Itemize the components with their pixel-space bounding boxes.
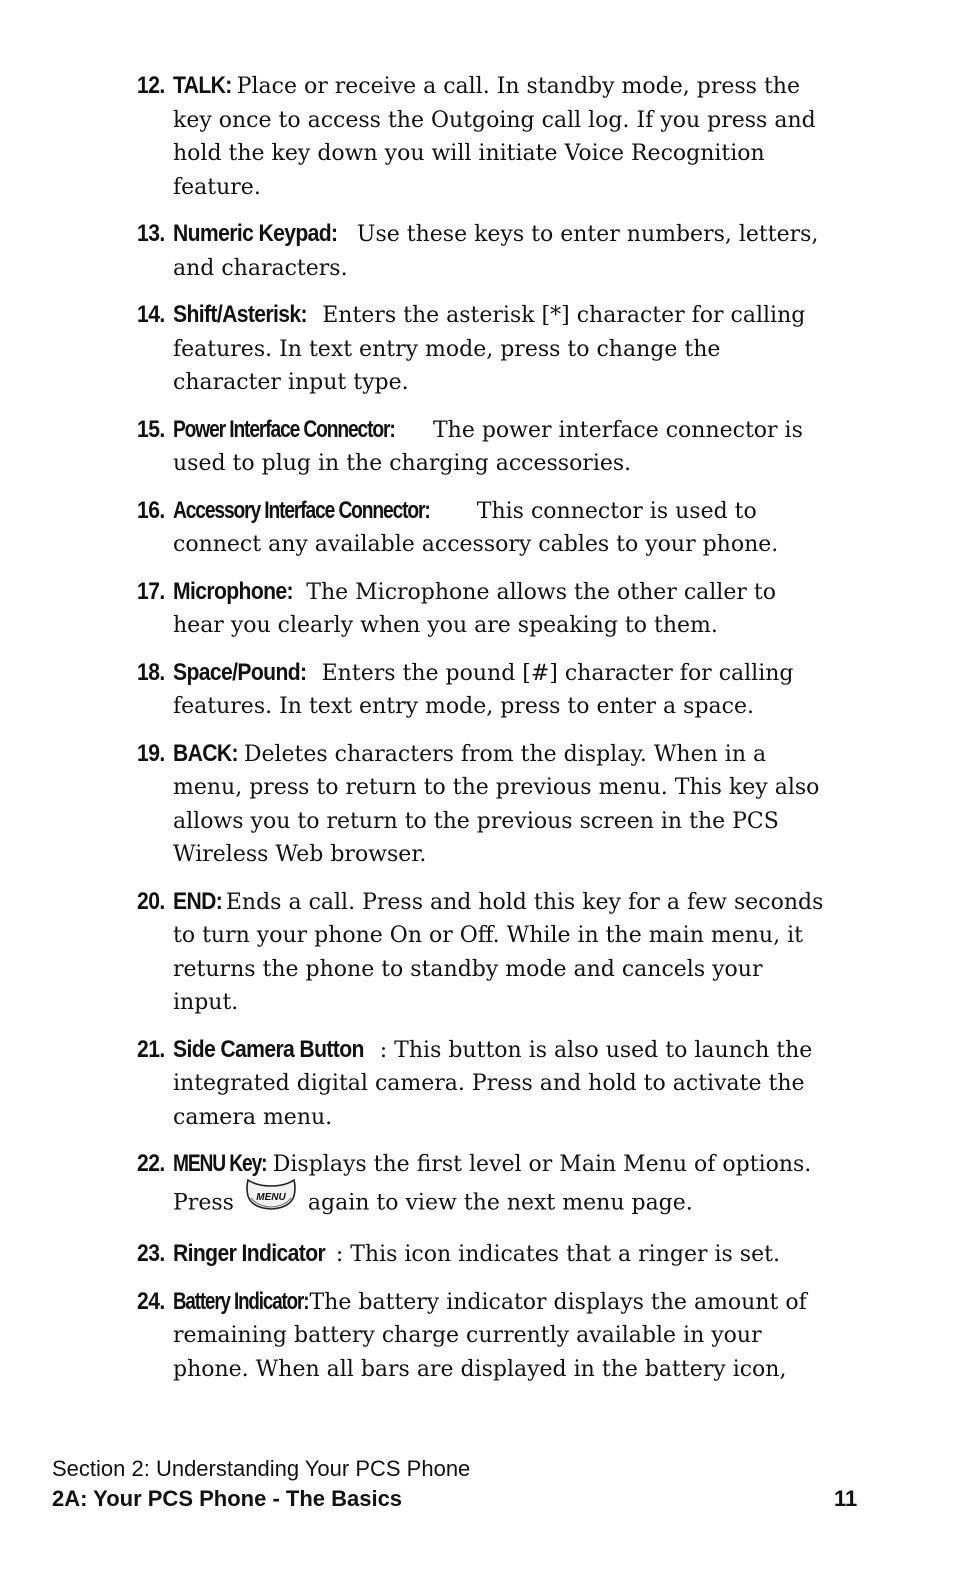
item-body — [173, 298, 827, 400]
item-description: The battery indicator displays the amount of remaining battery charge currently available in your phone. When all bars are displayed in the battery icon, — [173, 1289, 807, 1382]
item-body — [173, 575, 827, 643]
item-term: Power Interface Connector: — [173, 415, 395, 443]
item-body — [173, 885, 827, 1020]
list-item-accessory-connector — [137, 494, 827, 562]
item-list — [137, 69, 827, 1399]
item-term: Microphone: — [173, 577, 293, 605]
item-number: 15. — [137, 415, 165, 443]
item-number: 24. — [137, 1287, 165, 1315]
item-description: Displays the first level or Main Menu of options. Press — [173, 1152, 812, 1215]
item-term: Numeric Keypad: — [173, 220, 338, 247]
list-item-talk — [137, 69, 827, 204]
list-item-menu-key — [137, 1147, 827, 1224]
item-body — [173, 1033, 827, 1135]
item-number: 19. — [137, 739, 165, 767]
list-item-ringer-indicator — [137, 1237, 827, 1272]
item-term: MENU Key: — [173, 1150, 267, 1177]
item-number: 23. — [137, 1240, 165, 1267]
item-description-continued: again to view the next menu page. — [300, 1189, 693, 1215]
item-body — [173, 217, 827, 285]
item-number: 18. — [137, 658, 165, 686]
item-description: Use these keys to enter numbers, letters, and characters. — [173, 222, 819, 281]
item-description: Ends a call. Press and hold this key for a few seconds to turn your phone On or Off. While in the main menu, it returns the phone to standby mode and cancels your input. — [173, 889, 824, 1015]
item-number: 16. — [137, 496, 165, 524]
item-description: Enters the asterisk [*] character for calling features. In text entry mode, press to change the character input type. — [173, 303, 806, 395]
list-item-microphone — [137, 575, 827, 643]
menu-key-label: MENU — [256, 1191, 286, 1203]
footer-chapter-title: 2A: Your PCS Phone - The Basics — [52, 1486, 403, 1511]
list-item-space-pound — [137, 656, 827, 724]
list-item-power-connector — [137, 413, 827, 481]
item-term: Shift/Asterisk: — [173, 301, 307, 328]
menu-key-icon — [245, 1176, 297, 1225]
item-term: TALK: — [173, 72, 232, 99]
item-body — [173, 494, 827, 562]
item-body — [173, 1237, 827, 1272]
item-body — [173, 413, 827, 481]
item-number: 12. — [137, 72, 165, 99]
item-description: Place or receive a call. In standby mode, press the key once to access the Outgoing call log. If you press and hold the key down you will initiate Voice Recognition feature. — [173, 74, 816, 200]
item-term: Battery Indicator: — [173, 1287, 309, 1315]
item-description: : This icon indicates that a ringer is set. — [335, 1242, 780, 1267]
item-body — [173, 69, 827, 204]
item-description: Deletes characters from the display. When in a menu, press to return to the previous menu. This key also allows you to return to the previous screen in the PCS Wireless Web browser. — [173, 741, 820, 867]
footer-section-title: Section 2: Understanding Your PCS Phone — [52, 1456, 471, 1481]
item-body — [173, 1147, 827, 1224]
list-item-back — [137, 737, 827, 872]
item-description: This connector is used to connect any available accessory cables to your phone. — [173, 498, 779, 557]
item-term: Side Camera Button — [173, 1035, 364, 1063]
list-item-battery-indicator — [137, 1285, 827, 1387]
item-number: 20. — [137, 887, 165, 915]
list-item-numeric-keypad — [137, 217, 827, 285]
item-term: Space/Pound: — [173, 658, 307, 686]
item-term: END: — [173, 887, 223, 915]
item-number: 22. — [137, 1150, 165, 1177]
item-body — [173, 737, 827, 872]
item-description: The Microphone allows the other caller to hear you clearly when you are speaking to them. — [173, 579, 776, 638]
item-description: The power interface connector is used to plug in the charging accessories. — [173, 417, 803, 476]
list-item-shift-asterisk — [137, 298, 827, 400]
item-number: 14. — [137, 301, 165, 328]
item-term: Ringer Indicator — [173, 1240, 326, 1267]
item-number: 21. — [137, 1035, 165, 1063]
item-term: Accessory Interface Connector: — [173, 496, 430, 524]
item-number: 17. — [137, 577, 165, 605]
item-description: Enters the pound [#] character for calling features. In text entry mode, press to enter a space. — [173, 660, 794, 719]
item-body — [173, 656, 827, 724]
list-item-side-camera-button — [137, 1033, 827, 1135]
item-term: BACK: — [173, 739, 238, 767]
page-number: 11 — [834, 1486, 858, 1511]
item-number: 13. — [137, 220, 165, 247]
item-description: : This button is also used to launch the integrated digital camera. Press and hold to activate the camera menu. — [173, 1037, 813, 1130]
list-item-end — [137, 885, 827, 1020]
item-body — [173, 1285, 827, 1387]
